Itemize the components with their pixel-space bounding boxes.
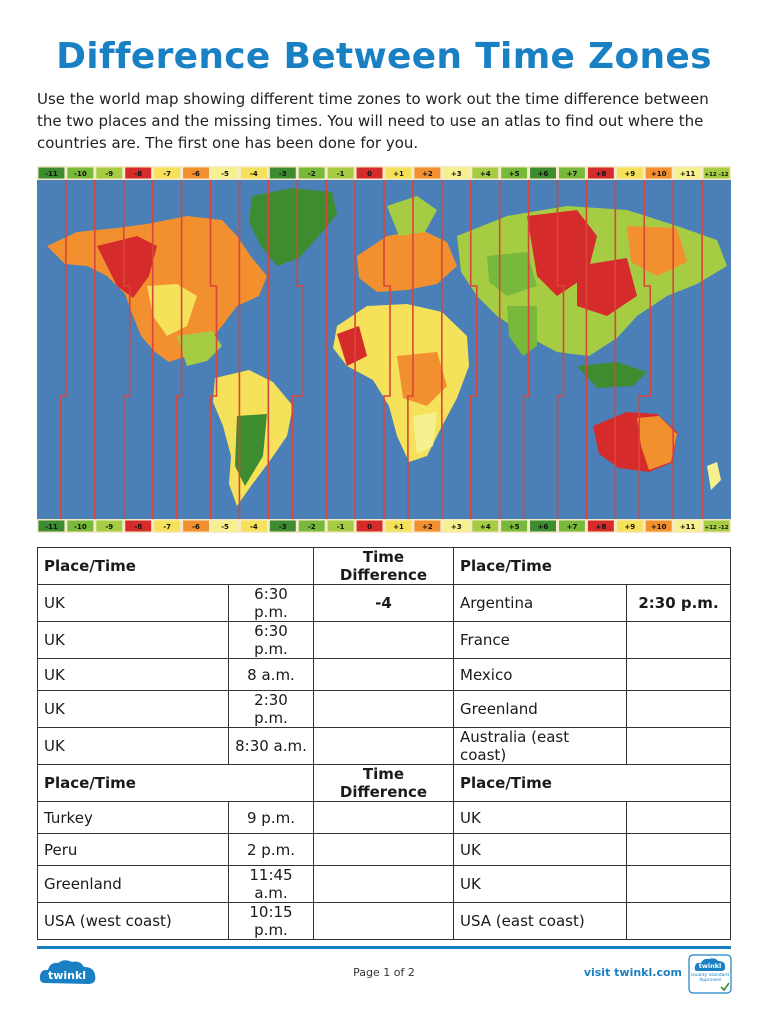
bottom-zone-label: +9 xyxy=(624,523,636,531)
bottom-zone-label: +3 xyxy=(450,523,462,531)
bottom-zone-label: +1 xyxy=(393,523,404,531)
top-zone-label: +11 xyxy=(679,170,696,178)
place-2: UK xyxy=(454,866,627,903)
header-place-time-2: Place/Time xyxy=(454,548,731,585)
time-difference-cell[interactable] xyxy=(314,903,454,940)
bottom-zone-label: 0 xyxy=(367,523,372,531)
time-difference-cell[interactable] xyxy=(314,728,454,765)
time-2[interactable] xyxy=(627,802,731,834)
table-header-row xyxy=(38,765,731,802)
place-2: Mexico xyxy=(454,659,627,691)
top-zone-label: +10 xyxy=(650,170,667,178)
top-zone-label: +8 xyxy=(595,170,607,178)
top-zone-label: -3 xyxy=(278,170,287,178)
place-2: UK xyxy=(454,802,627,834)
top-zone-label: -7 xyxy=(163,170,172,178)
time-zone-table-2 xyxy=(37,764,731,940)
time-1: 2 p.m. xyxy=(229,834,314,866)
place-2: Australia (east coast) xyxy=(454,728,627,765)
world-time-zone-map xyxy=(37,166,731,533)
bottom-zone-label: -8 xyxy=(134,523,143,531)
time-1: 6:30 p.m. xyxy=(229,622,314,659)
time-difference-cell[interactable] xyxy=(314,659,454,691)
bottom-zone-label: -9 xyxy=(105,523,114,531)
bottom-zone-label: +12 -12 xyxy=(704,525,729,531)
bottom-zone-label: +10 xyxy=(650,523,667,531)
time-2[interactable] xyxy=(627,834,731,866)
badge-subtext: Quality Standard Approved xyxy=(691,973,729,983)
place-1: Greenland xyxy=(38,866,229,903)
header-place-time-1: Place/Time xyxy=(38,765,314,802)
time-difference-cell[interactable] xyxy=(314,866,454,903)
time-zone-table-1 xyxy=(37,547,731,765)
top-zone-label: +1 xyxy=(393,170,404,178)
header-time-difference: Time Difference xyxy=(314,548,454,585)
top-zone-label: -8 xyxy=(134,170,143,178)
top-zone-label: -6 xyxy=(192,170,200,178)
table-row xyxy=(38,728,731,765)
place-1: UK xyxy=(38,659,229,691)
logo-text: twinkl xyxy=(47,969,87,982)
bottom-zone-label: -5 xyxy=(221,523,229,531)
bottom-zone-label: +7 xyxy=(566,523,578,531)
page-number: Page 1 of 2 xyxy=(353,966,415,979)
place-2: UK xyxy=(454,834,627,866)
time-1: 10:15 p.m. xyxy=(229,903,314,940)
table-row xyxy=(38,691,731,728)
top-zone-label: -4 xyxy=(249,170,258,178)
time-difference-cell[interactable] xyxy=(314,622,454,659)
top-zone-label: -5 xyxy=(221,170,229,178)
place-2: France xyxy=(454,622,627,659)
table-row xyxy=(38,903,731,940)
top-zone-label: +12 -12 xyxy=(704,172,729,178)
top-zone-label: -2 xyxy=(307,170,316,178)
bottom-zone-label: -11 xyxy=(45,523,58,531)
time-1: 11:45 a.m. xyxy=(229,866,314,903)
table-header-row xyxy=(38,548,731,585)
table-row xyxy=(38,659,731,691)
time-1: 8 a.m. xyxy=(229,659,314,691)
place-1: UK xyxy=(38,585,229,622)
place-1: Turkey xyxy=(38,802,229,834)
time-2[interactable] xyxy=(627,659,731,691)
bottom-zone-label: -3 xyxy=(278,523,287,531)
table-row xyxy=(38,622,731,659)
bottom-zone-label: +6 xyxy=(537,523,549,531)
top-zone-label: -10 xyxy=(74,170,87,178)
table-row xyxy=(38,866,731,903)
footer-divider xyxy=(37,946,731,949)
header-time-difference: Time Difference xyxy=(314,765,454,802)
place-2: USA (east coast) xyxy=(454,903,627,940)
top-zone-label: -11 xyxy=(45,170,58,178)
top-zone-label: -9 xyxy=(105,170,114,178)
table-row xyxy=(38,585,731,622)
table-row xyxy=(38,834,731,866)
time-difference-cell[interactable] xyxy=(314,834,454,866)
top-zone-label: +5 xyxy=(508,170,520,178)
bottom-zone-label: -10 xyxy=(74,523,87,531)
table-row xyxy=(38,802,731,834)
top-zone-label: +7 xyxy=(566,170,578,178)
place-1: USA (west coast) xyxy=(38,903,229,940)
top-zone-label: 0 xyxy=(367,170,372,178)
bottom-zone-label: +5 xyxy=(508,523,520,531)
time-1: 2:30 p.m. xyxy=(229,691,314,728)
bottom-zone-label: +2 xyxy=(422,523,433,531)
time-2[interactable] xyxy=(627,903,731,940)
top-zone-label: +2 xyxy=(422,170,433,178)
time-1: 9 p.m. xyxy=(229,802,314,834)
place-1: Peru xyxy=(38,834,229,866)
bottom-zone-label: -2 xyxy=(307,523,316,531)
time-2[interactable] xyxy=(627,728,731,765)
bottom-zone-label: +4 xyxy=(479,523,491,531)
top-zone-label: +3 xyxy=(450,170,462,178)
instructions: Use the world map showing different time zones to work out the time difference between the two places and the missing times. You will need to use an atlas to find out where the countries are. The first one has been done for you. xyxy=(37,90,709,152)
top-zone-label: +9 xyxy=(624,170,636,178)
map-graphic xyxy=(37,166,731,533)
time-difference-cell[interactable] xyxy=(314,691,454,728)
bottom-zone-label: -1 xyxy=(336,523,345,531)
bottom-zone-label: +8 xyxy=(595,523,607,531)
header-place-time-1: Place/Time xyxy=(38,548,314,585)
time-2[interactable] xyxy=(627,866,731,903)
bottom-zone-label: -4 xyxy=(249,523,258,531)
time-2[interactable] xyxy=(627,691,731,728)
top-zone-label: -1 xyxy=(336,170,345,178)
badge-text: twinkl xyxy=(698,962,722,970)
place-2: Argentina xyxy=(454,585,627,622)
time-difference-cell[interactable]: -4 xyxy=(314,585,454,622)
place-2: Greenland xyxy=(454,691,627,728)
time-2[interactable] xyxy=(627,622,731,659)
place-1: UK xyxy=(38,691,229,728)
time-difference-cell[interactable] xyxy=(314,802,454,834)
place-1: UK xyxy=(38,622,229,659)
time-2[interactable]: 2:30 p.m. xyxy=(627,585,731,622)
bottom-zone-label: +11 xyxy=(679,523,696,531)
header-place-time-2: Place/Time xyxy=(454,765,731,802)
bottom-zone-label: -6 xyxy=(192,523,200,531)
time-1: 8:30 a.m. xyxy=(229,728,314,765)
top-zone-label: +4 xyxy=(479,170,491,178)
quality-standard-badge-icon xyxy=(688,954,732,994)
visit-link[interactable]: visit twinkl.com xyxy=(583,966,682,979)
top-zone-label: +6 xyxy=(537,170,549,178)
page-title: Difference Between Time Zones xyxy=(56,36,712,77)
time-1: 6:30 p.m. xyxy=(229,585,314,622)
place-1: UK xyxy=(38,728,229,765)
bottom-zone-label: -7 xyxy=(163,523,172,531)
